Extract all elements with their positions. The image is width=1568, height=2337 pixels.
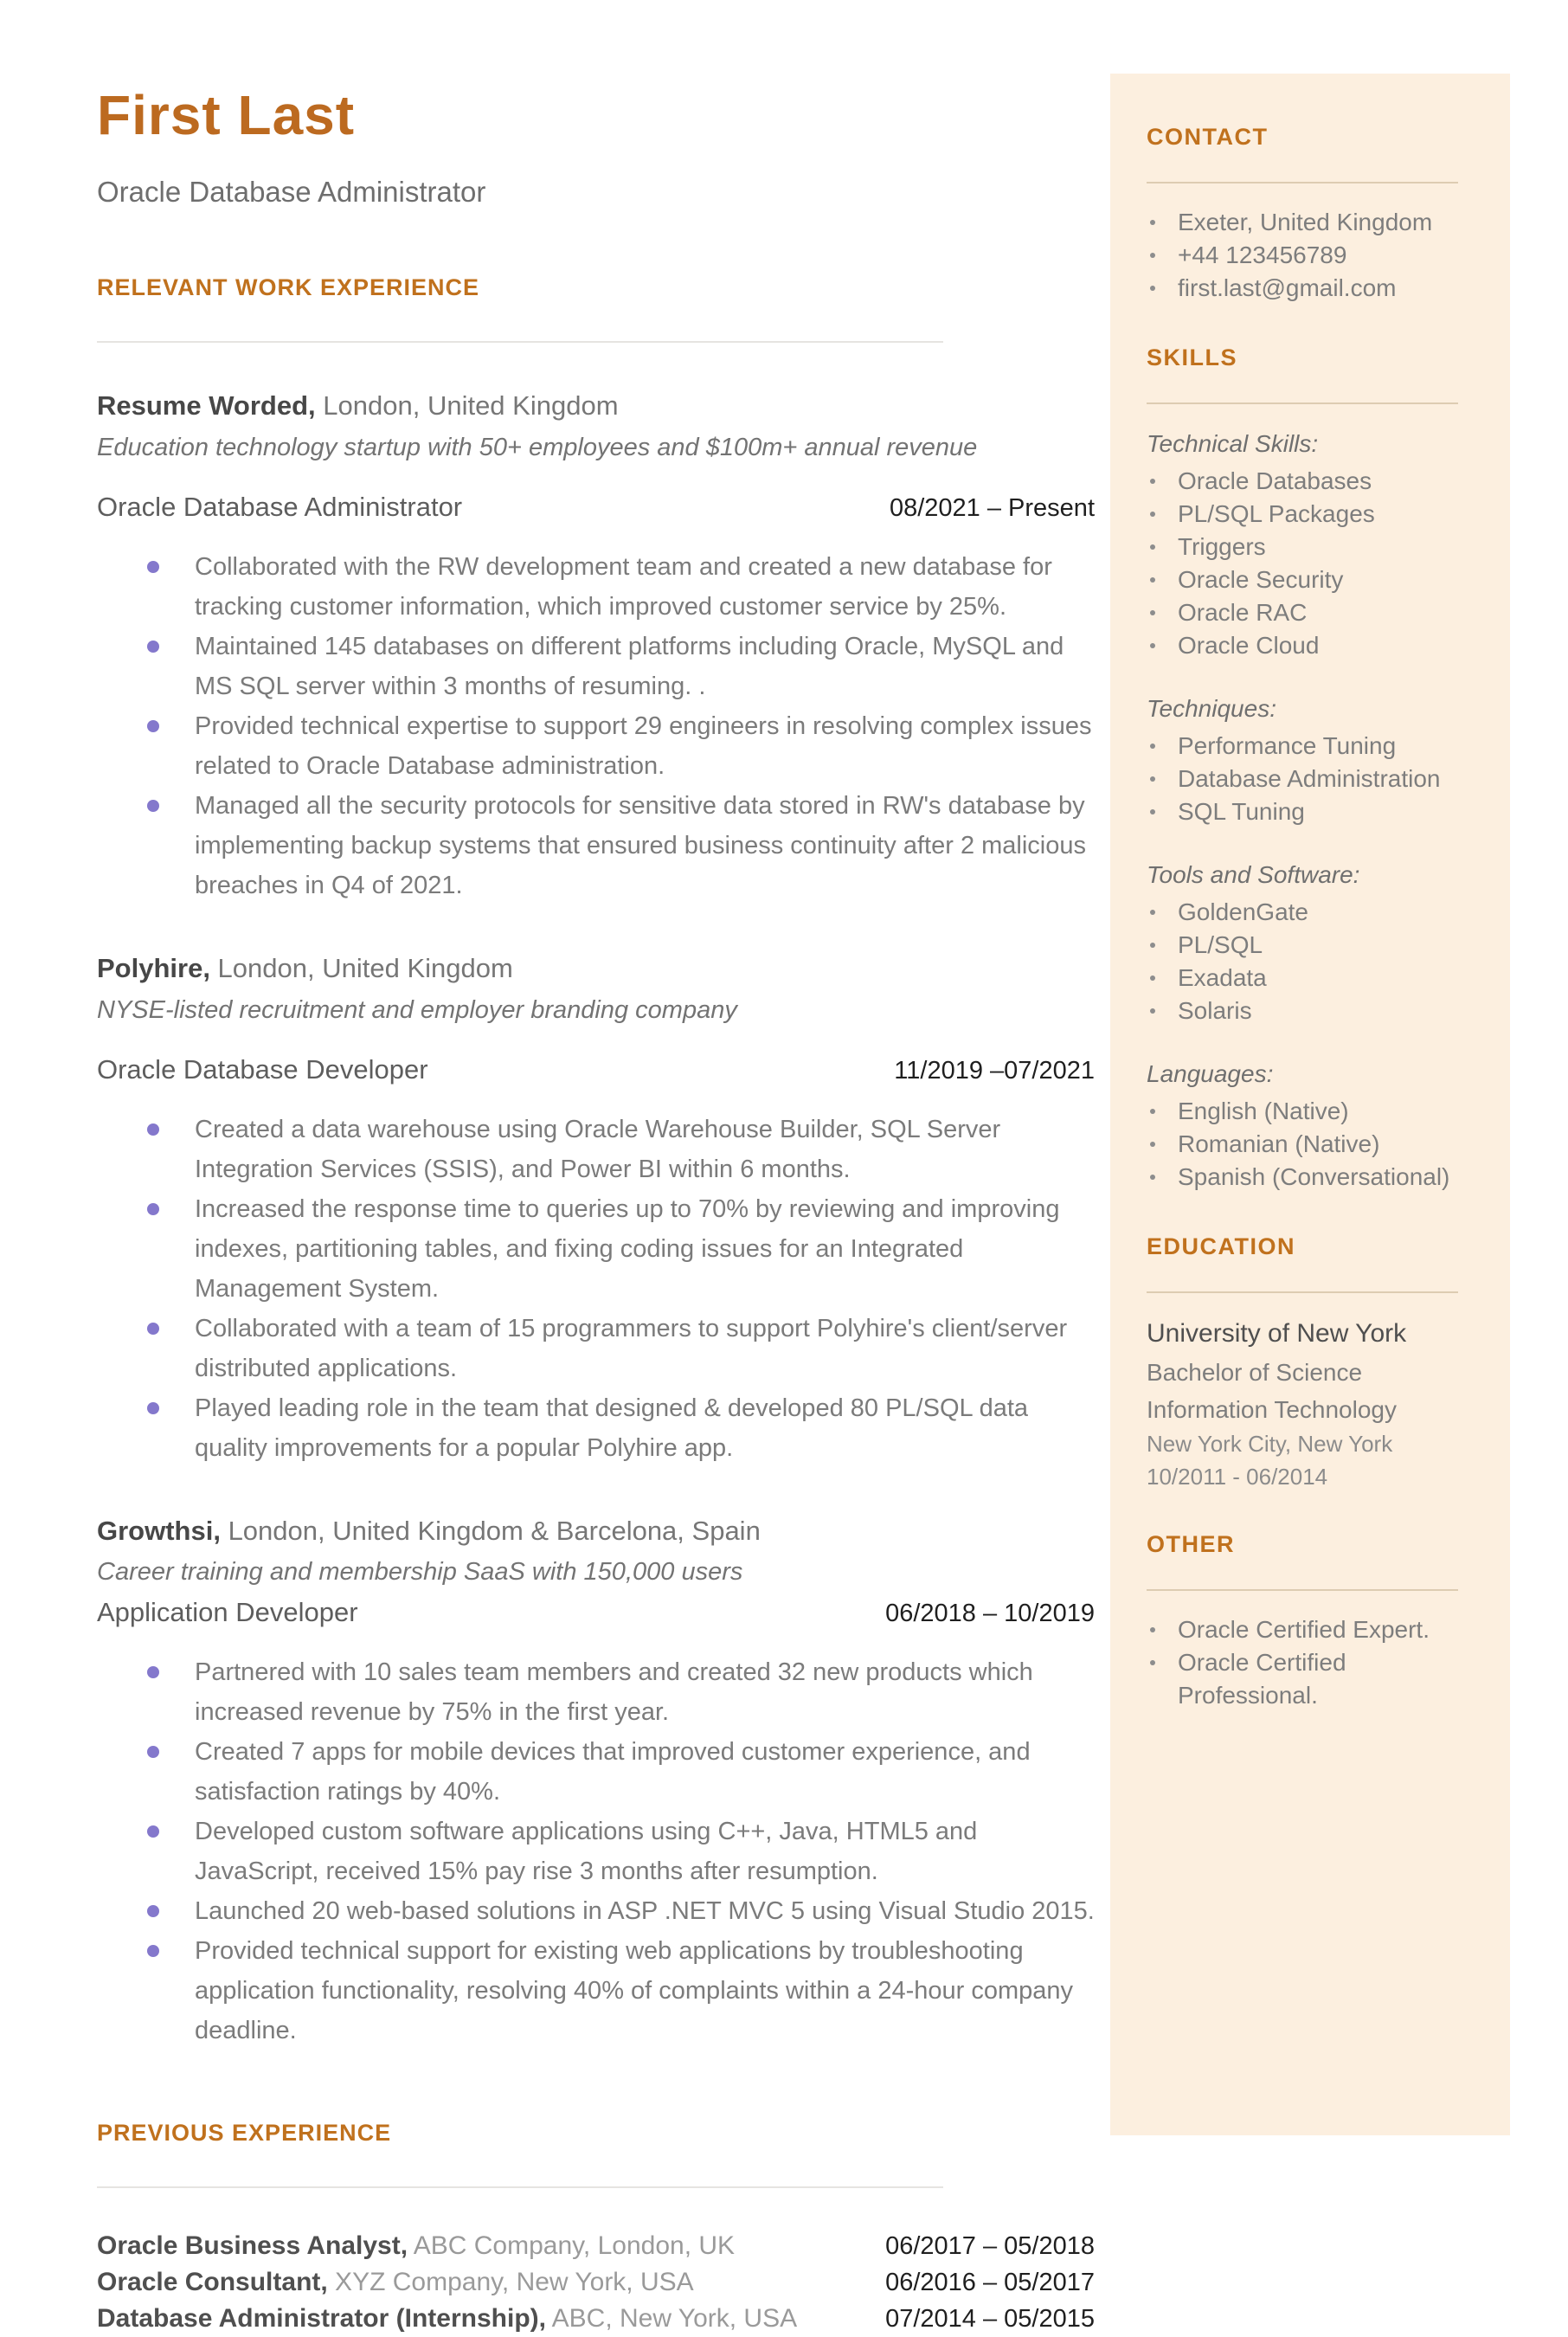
previous-company: XYZ Company, New York, USA xyxy=(327,2268,694,2297)
job-dates: 11/2019 –07/2021 xyxy=(894,1056,1095,1085)
certification-item: Oracle Certified Professional. xyxy=(1147,1646,1458,1712)
section-divider xyxy=(97,2186,943,2188)
company-location: London, United Kingdom & Barcelona, Spain xyxy=(220,1515,761,1546)
job-entry-growthsi xyxy=(97,1515,1095,2051)
skills-group-languages xyxy=(1147,1060,1458,1194)
other-list xyxy=(1147,1613,1458,1712)
sidebar-section-other xyxy=(1147,1531,1458,1712)
education-major: Information Technology xyxy=(1147,1395,1397,1423)
education-location: New York City, New York xyxy=(1147,1430,1393,1457)
company-description: NYSE-listed recruitment and employer branding company xyxy=(97,995,737,1024)
skills-group-label: Technical Skills: xyxy=(1147,430,1319,457)
contact-phone: +44 123456789 xyxy=(1147,239,1458,272)
job-bullet: Maintained 145 databases on different platforms including Oracle, MySQL and MS SQL server within 3 months of resuming. . xyxy=(97,627,1095,706)
skills-heading: SKILLS xyxy=(1147,344,1238,370)
education-dates: 10/2011 - 06/2014 xyxy=(1147,1464,1328,1490)
skill-item: Oracle RAC xyxy=(1147,596,1458,629)
section-heading-relevant-experience: RELEVANT WORK EXPERIENCE xyxy=(97,274,480,301)
skill-item: SQL Tuning xyxy=(1147,795,1458,828)
previous-role: Oracle Business Analyst, xyxy=(97,2231,408,2261)
company-name: Growthsi, xyxy=(97,1515,221,1546)
job-entry-resume-worded xyxy=(97,390,1095,905)
previous-role-line xyxy=(97,2228,735,2264)
previous-experience-row xyxy=(97,2228,1095,2264)
job-bullet: Played leading role in the team that designed & developed 80 PL/SQL data quality improvements for a popular Polyhire app. xyxy=(97,1388,1095,1468)
previous-experience-row xyxy=(97,2264,1095,2301)
sidebar xyxy=(1110,74,1510,2135)
other-heading: OTHER xyxy=(1147,1530,1235,1557)
education-heading: EDUCATION xyxy=(1147,1233,1295,1259)
skills-group-label: Tools and Software: xyxy=(1147,861,1360,888)
skill-item: PL/SQL xyxy=(1147,929,1458,962)
skills-list xyxy=(1147,465,1458,662)
job-bullet: Collaborated with the RW development team and created a new database for tracking customer information, which improved customer service by 25%. xyxy=(97,547,1095,627)
company-line xyxy=(97,952,1095,986)
education-degree: Bachelor of Science xyxy=(1147,1358,1363,1386)
previous-role: Oracle Consultant, xyxy=(97,2268,328,2297)
sidebar-divider xyxy=(1147,1291,1458,1293)
skill-item: Triggers xyxy=(1147,531,1458,563)
company-line xyxy=(97,1515,1095,1548)
sidebar-section-contact xyxy=(1147,124,1458,305)
certification-item: Oracle Certified Expert. xyxy=(1147,1613,1458,1646)
company-description: Career training and membership SaaS with 150,000 users xyxy=(97,1558,743,1587)
person-name: First Last xyxy=(97,84,356,146)
role-row xyxy=(97,1054,1095,1085)
job-bullet: Managed all the security protocols for sensitive data stored in RW's database by implementing backup systems that ensured business continuity after 2 malicious breaches in Q4 of 2021. xyxy=(97,786,1095,905)
job-bullet: Developed custom software applications using C++, Java, HTML5 and JavaScript, received 15% pay rise 3 months after resumption. xyxy=(97,1812,1095,1891)
job-role: Oracle Database Administrator xyxy=(97,491,463,522)
skills-list xyxy=(1147,1095,1458,1194)
skill-item: Oracle Databases xyxy=(1147,465,1458,498)
skills-group-technical xyxy=(1147,430,1458,662)
previous-role: Database Administrator (Internship), xyxy=(97,2304,546,2334)
previous-company: ABC Company, London, UK xyxy=(408,2231,736,2261)
skills-list xyxy=(1147,730,1458,828)
company-location: London, United Kingdom xyxy=(209,952,513,983)
skills-group-label: Languages: xyxy=(1147,1060,1274,1087)
job-bullet-list xyxy=(97,1110,1095,1468)
contact-list xyxy=(1147,206,1458,305)
job-entry-polyhire xyxy=(97,952,1095,1468)
skill-item: Oracle Cloud xyxy=(1147,629,1458,662)
sidebar-divider xyxy=(1147,182,1458,183)
section-divider xyxy=(97,341,943,343)
job-dates: 08/2021 – Present xyxy=(889,493,1095,522)
skill-item: Exadata xyxy=(1147,962,1458,995)
job-bullet: Created 7 apps for mobile devices that improved customer experience, and satisfaction ratings by 40%. xyxy=(97,1732,1095,1812)
section-heading-previous-experience: PREVIOUS EXPERIENCE xyxy=(97,2120,392,2147)
previous-role-line xyxy=(97,2264,694,2301)
job-bullet: Launched 20 web-based solutions in ASP .NET MVC 5 using Visual Studio 2015. xyxy=(97,1891,1095,1931)
main-column xyxy=(97,0,1095,2337)
role-row xyxy=(97,492,1095,523)
contact-heading: CONTACT xyxy=(1147,124,1269,150)
skill-item: Solaris xyxy=(1147,995,1458,1027)
skills-group-techniques xyxy=(1147,695,1458,828)
skills-group-label: Techniques: xyxy=(1147,695,1276,722)
contact-email: first.last@gmail.com xyxy=(1147,272,1458,305)
education-entry xyxy=(1147,1317,1458,1491)
skill-item: English (Native) xyxy=(1147,1095,1458,1128)
sidebar-section-skills xyxy=(1147,344,1458,1194)
job-bullet: Created a data warehouse using Oracle Warehouse Builder, SQL Server Integration Services (SSIS), and Power BI within 6 months. xyxy=(97,1110,1095,1189)
previous-role-line xyxy=(97,2301,797,2337)
skill-item: Performance Tuning xyxy=(1147,730,1458,763)
company-line xyxy=(97,390,1095,423)
role-row xyxy=(97,1597,1095,1628)
job-role: Application Developer xyxy=(97,1597,358,1628)
job-bullet-list xyxy=(97,1652,1095,2051)
sidebar-section-education xyxy=(1147,1233,1458,1491)
previous-dates: 06/2016 – 05/2017 xyxy=(885,2269,1095,2297)
company-name: Resume Worded, xyxy=(97,390,316,422)
previous-company: ABC, New York, USA xyxy=(545,2304,798,2334)
education-school: University of New York xyxy=(1147,1319,1407,1348)
job-bullet: Provided technical expertise to support 29 engineers in resolving complex issues related to Oracle Database administration. xyxy=(97,706,1095,786)
sidebar-divider xyxy=(1147,402,1458,404)
job-bullet-list xyxy=(97,547,1095,905)
previous-experience-list xyxy=(97,2228,1095,2337)
job-role: Oracle Database Developer xyxy=(97,1053,428,1085)
skill-item: Spanish (Conversational) xyxy=(1147,1161,1458,1194)
sidebar-divider xyxy=(1147,1589,1458,1591)
company-location: London, United Kingdom xyxy=(315,390,619,422)
skills-list xyxy=(1147,896,1458,1027)
skill-item: Romanian (Native) xyxy=(1147,1128,1458,1161)
skill-item: GoldenGate xyxy=(1147,896,1458,929)
job-bullet: Increased the response time to queries up to 70% by reviewing and improving indexes, partitioning tables, and fixing coding issues for an Integrated Management System. xyxy=(97,1189,1095,1309)
job-bullet: Partnered with 10 sales team members and created 32 new products which increased revenue by 75% in the first year. xyxy=(97,1652,1095,1732)
skill-item: Database Administration xyxy=(1147,763,1458,795)
contact-location: Exeter, United Kingdom xyxy=(1147,206,1458,239)
job-bullet: Collaborated with a team of 15 programmers to support Polyhire's client/server distributed applications. xyxy=(97,1309,1095,1388)
skills-group-tools xyxy=(1147,861,1458,1027)
company-description: Education technology startup with 50+ employees and $100m+ annual revenue xyxy=(97,433,978,461)
job-dates: 06/2018 – 10/2019 xyxy=(885,1600,1095,1628)
previous-dates: 07/2014 – 05/2015 xyxy=(885,2305,1095,2334)
skill-item: Oracle Security xyxy=(1147,563,1458,596)
job-bullet: Provided technical support for existing web applications by troubleshooting application functionality, resolving 40% of complaints within a 24-hour company deadline. xyxy=(97,1931,1095,2051)
person-title: Oracle Database Administrator xyxy=(97,176,486,209)
company-name: Polyhire, xyxy=(97,952,210,983)
previous-dates: 06/2017 – 05/2018 xyxy=(885,2232,1095,2261)
previous-experience-row xyxy=(97,2301,1095,2337)
skill-item: PL/SQL Packages xyxy=(1147,498,1458,531)
